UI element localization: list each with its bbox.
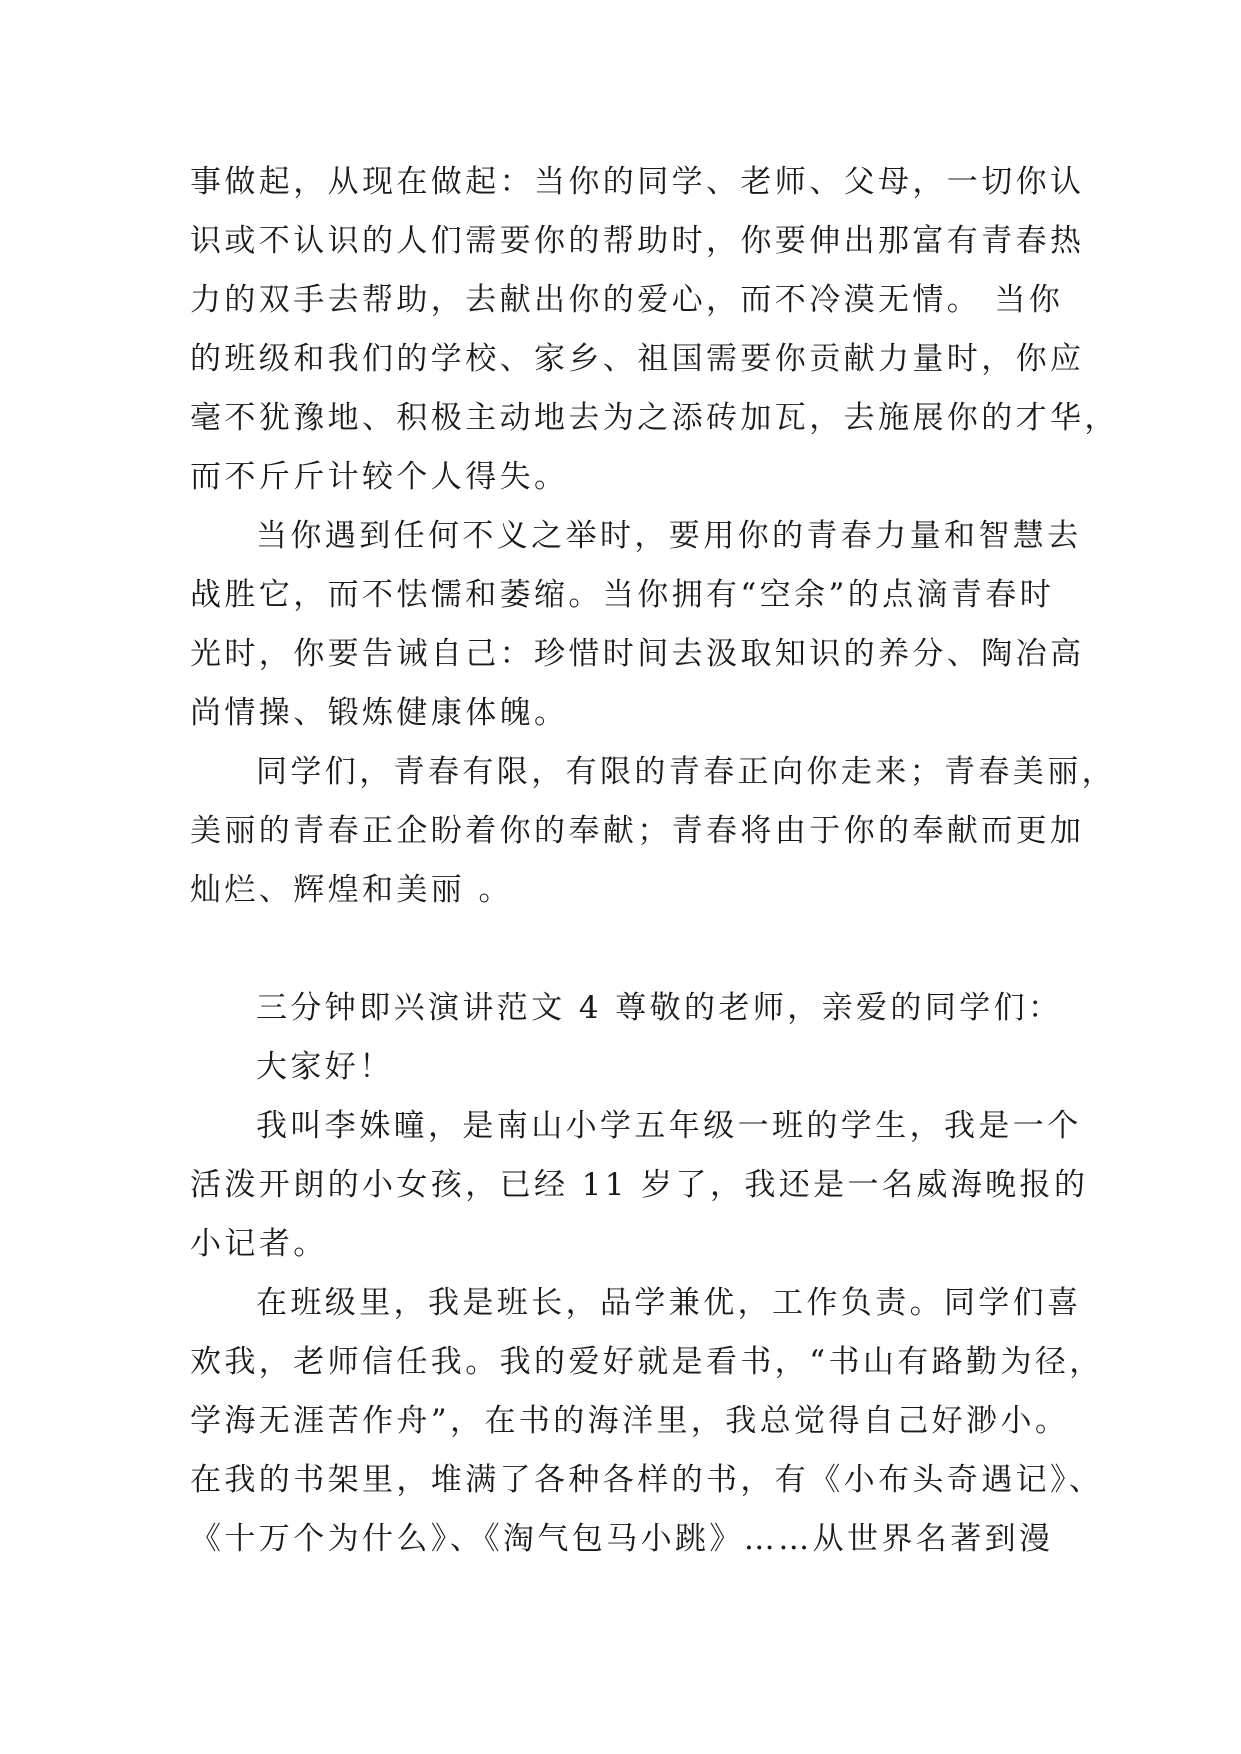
- text-line: 同学们，青春有限，有限的青春正向你走来；青春美丽，: [256, 754, 1116, 790]
- greeting: 大家好！: [256, 1049, 394, 1085]
- text-line: 小记者。: [190, 1226, 328, 1262]
- text-line: 我叫李姝曈，是南山小学五年级一班的学生，我是一个: [256, 1108, 1082, 1144]
- text-line: 识或不认识的人们需要你的帮助时，你要伸出那富有青春热: [190, 223, 1085, 259]
- text-line: 战胜它，而不怯懦和萎缩。当你拥有“空余”的点滴青春时: [190, 577, 1055, 613]
- text-line: 欢我，老师信任我。我的爱好就是看书，“书山有路勤为径，: [190, 1344, 1104, 1380]
- text-line: 毫不犹豫地、积极主动地去为之添砖加瓦，去施展你的才华，: [190, 400, 1119, 436]
- text-line: 光时，你要告诫自己：珍惜时间去汲取知识的养分、陶冶高: [190, 636, 1085, 672]
- text-line: 在班级里，我是班长，品学兼优，工作负责。同学们喜: [256, 1285, 1082, 1321]
- text-line: 尚情操、锻炼健康体魄。: [190, 695, 569, 731]
- text-line: 灿烂、辉煌和美丽 。: [190, 872, 513, 908]
- text-line: 的班级和我们的学校、家乡、祖国需要你贡献力量时，你应: [190, 341, 1085, 377]
- section-heading: 三分钟即兴演讲范文 4 尊敬的老师，亲爱的同学们：: [256, 990, 1063, 1026]
- text-line: 而不斤斤计较个人得失。: [190, 459, 569, 495]
- text-line: 美丽的青春正企盼着你的奉献；青春将由于你的奉献而更加: [190, 813, 1085, 849]
- text-line: 活泼开朗的小女孩，已经 11 岁了，我还是一名威海晚报的: [190, 1167, 1089, 1203]
- text-line: 事做起，从现在做起：当你的同学、老师、父母，一切你认: [190, 164, 1085, 200]
- text-line: 力的双手去帮助，去献出你的爱心，而不冷漠无情。 当你: [190, 282, 1064, 318]
- text-line: 学海无涯苦作舟”，在书的海洋里，我总觉得自己好渺小。: [190, 1403, 1070, 1439]
- text-line: 当你遇到任何不义之举时，要用你的青春力量和智慧去: [256, 518, 1082, 554]
- text-line: 《十万个为什么》、《淘气包马小跳》……从世界名著到漫: [190, 1521, 1054, 1557]
- text-line: 在我的书架里，堆满了各种各样的书，有《小布头奇遇记》、: [190, 1462, 1104, 1498]
